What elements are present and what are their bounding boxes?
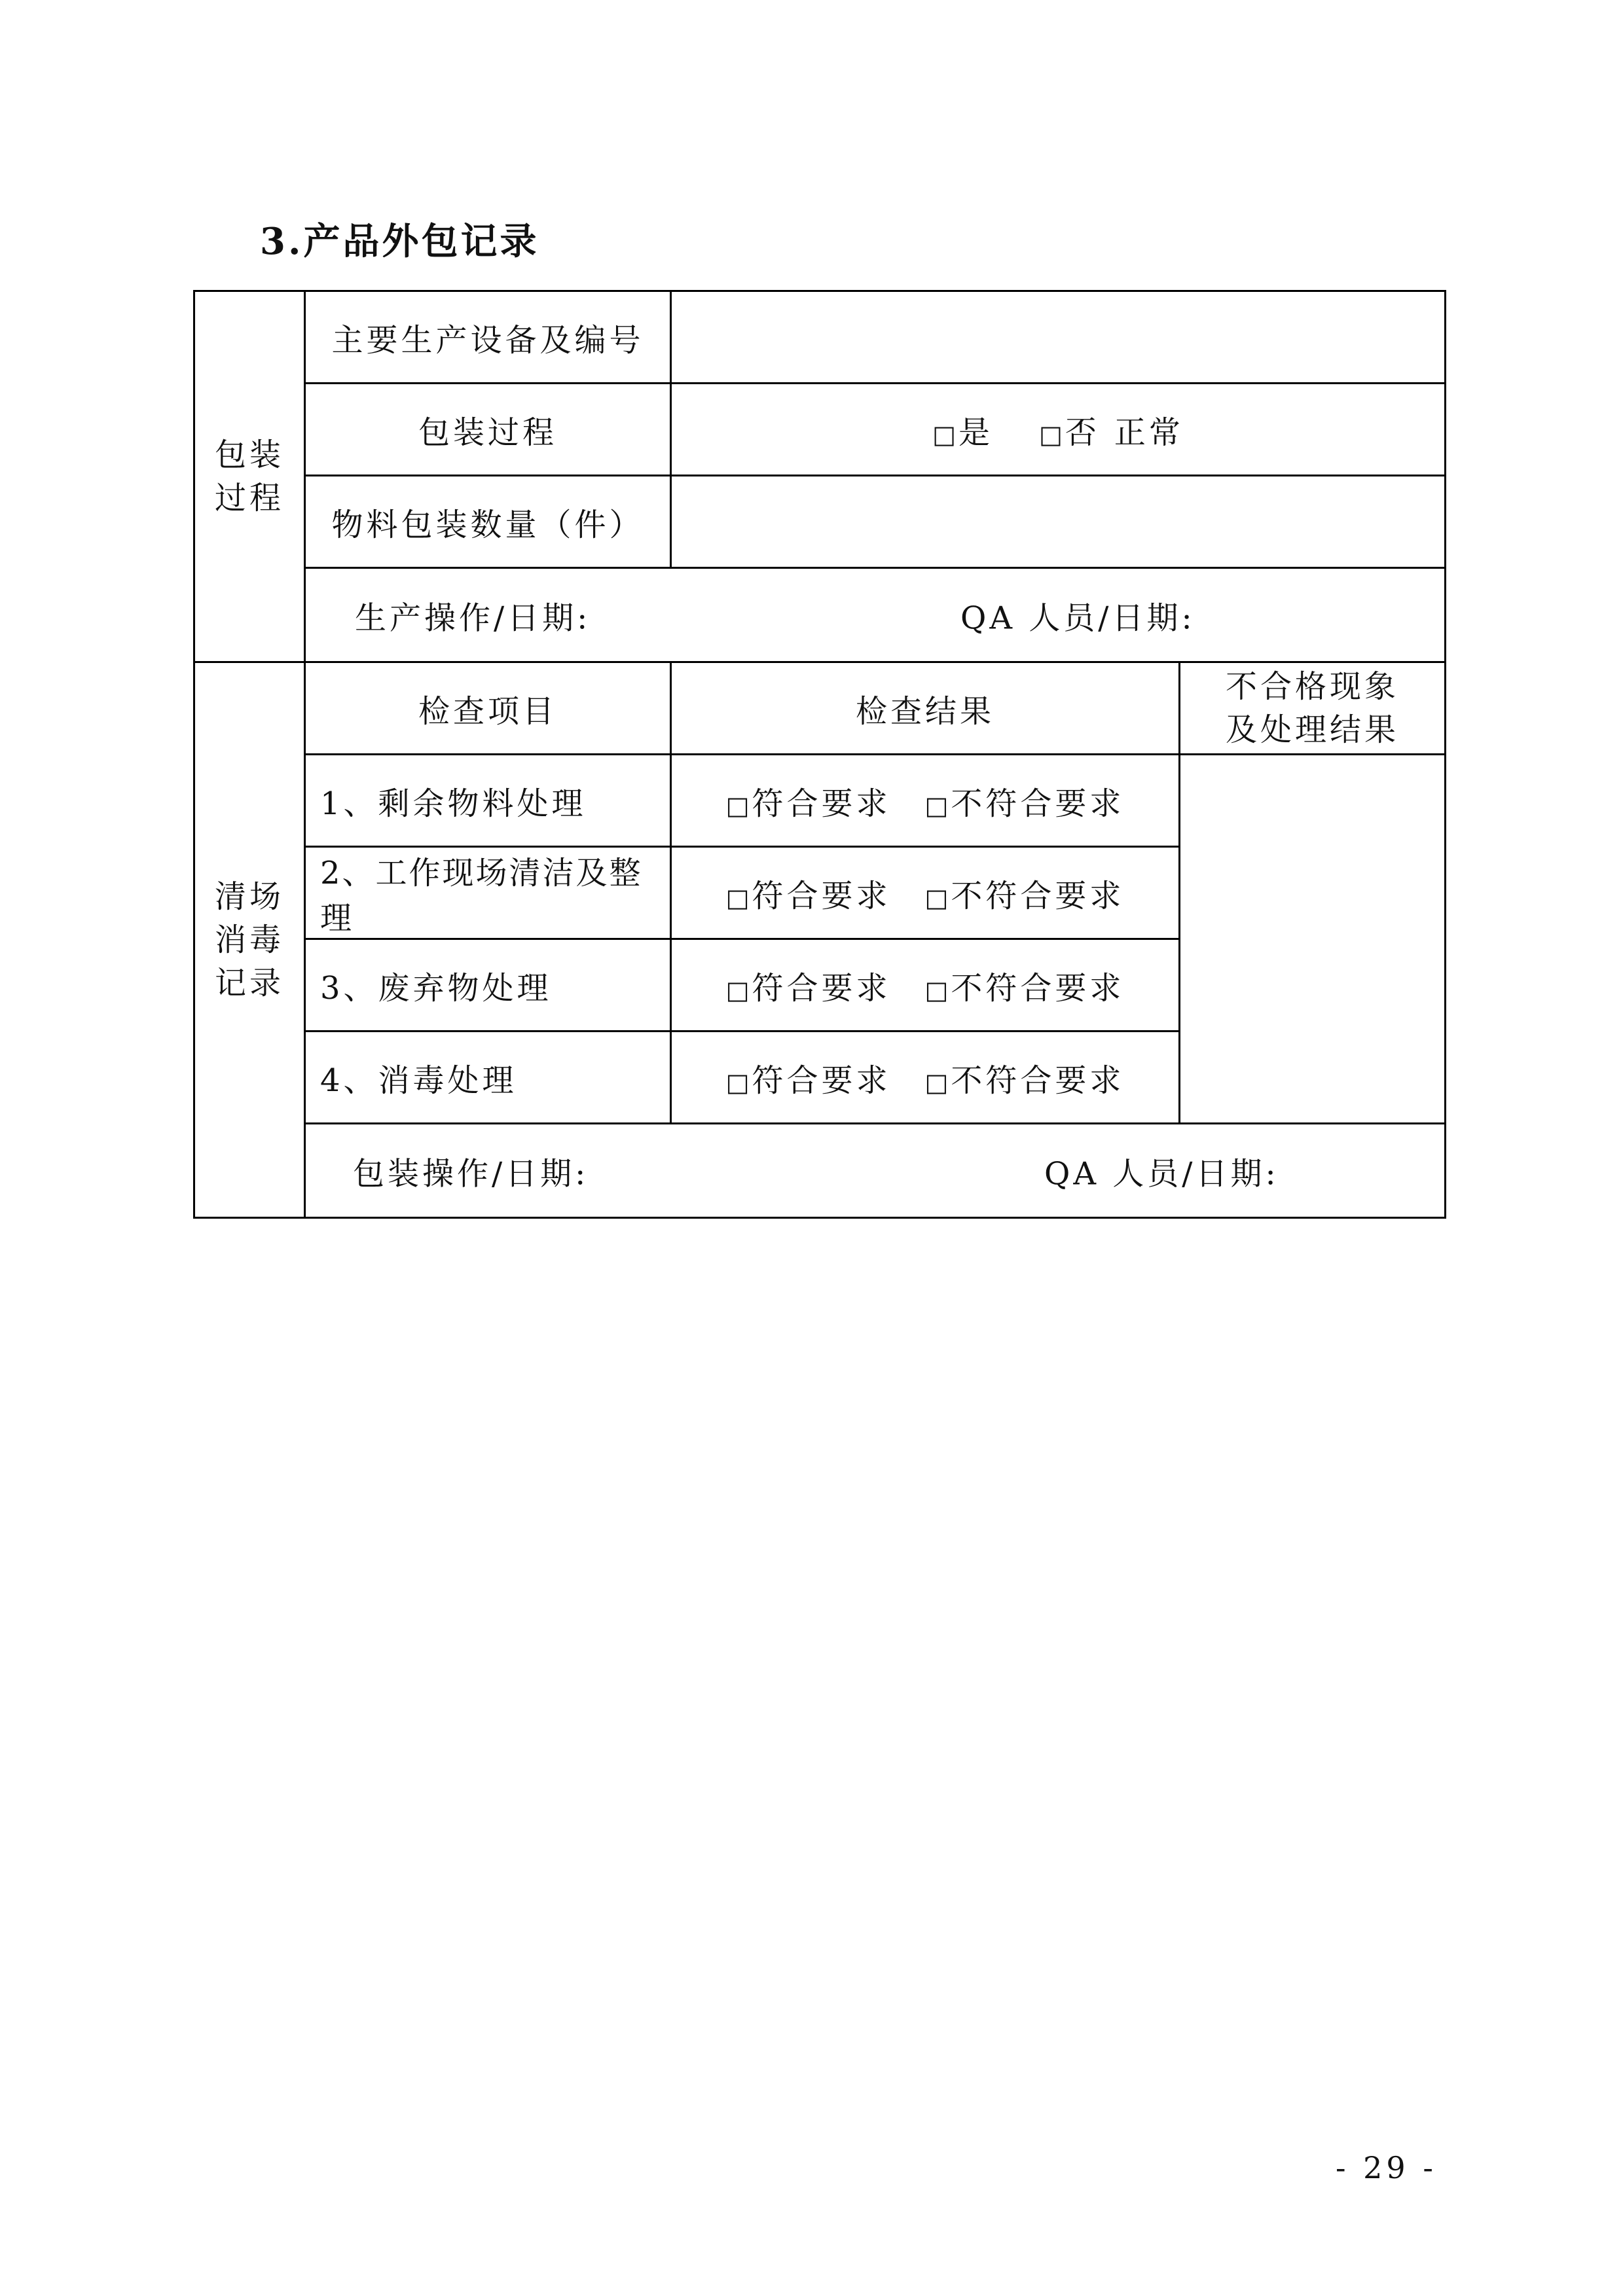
check-result-options — [671, 1031, 1180, 1124]
process-no-checkbox[interactable]: □否 — [1038, 414, 1100, 451]
conform-checkbox[interactable]: □符合要求 — [725, 877, 891, 914]
cleaning-signature-row — [305, 1124, 1446, 1218]
quantity-field[interactable] — [671, 476, 1446, 568]
page-number: - 29 - — [1336, 2150, 1437, 2185]
quantity-label: 物料包装数量（件） — [305, 476, 671, 568]
check-item-label: 4、消毒处理 — [305, 1031, 671, 1124]
qa-sign-label[interactable]: QA 人员/日期: — [960, 600, 1195, 636]
checkbox-icon: □ — [924, 1067, 949, 1097]
nonconform-checkbox[interactable]: □不符合要求 — [924, 785, 1125, 822]
process-label: 包装过程 — [305, 384, 671, 476]
conform-checkbox[interactable]: □符合要求 — [725, 969, 891, 1007]
production-operator-sign-label[interactable]: 生产操作/日期: — [355, 600, 591, 636]
checkbox-icon: □ — [725, 1067, 750, 1097]
conform-checkbox[interactable]: □符合要求 — [725, 785, 891, 822]
nonconformity-field[interactable] — [1180, 755, 1446, 1124]
header-check-result: 检查结果 — [671, 662, 1180, 755]
conform-checkbox[interactable]: □符合要求 — [725, 1062, 891, 1099]
header-check-item: 检查项目 — [305, 662, 671, 755]
checkbox-icon: □ — [924, 975, 949, 1005]
check-result-options — [671, 847, 1180, 939]
equipment-label: 主要生产设备及编号 — [305, 291, 671, 384]
checkbox-icon: □ — [924, 883, 949, 912]
checkbox-icon: □ — [932, 420, 956, 449]
check-item-label: 1、剩余物料处理 — [305, 755, 671, 847]
check-item-label: 2、工作现场清洁及整理 — [305, 847, 671, 939]
process-normal-label: 正常 — [1114, 414, 1184, 451]
nonconform-checkbox[interactable]: □不符合要求 — [924, 969, 1125, 1007]
check-item-label: 3、废弃物处理 — [305, 939, 671, 1031]
check-result-options — [671, 939, 1180, 1031]
packing-record-table — [193, 290, 1446, 1219]
packing-signature-row — [305, 568, 1446, 662]
packing-section-label: 包装 过程 — [194, 291, 305, 662]
qa-sign-label[interactable]: QA 人员/日期: — [1044, 1155, 1279, 1192]
checkbox-icon: □ — [1038, 420, 1063, 449]
process-yes-checkbox[interactable]: □是 — [932, 414, 993, 451]
packing-operator-sign-label[interactable]: 包装操作/日期: — [353, 1155, 589, 1192]
checkbox-icon: □ — [924, 791, 949, 820]
check-result-options — [671, 755, 1180, 847]
header-nonconformity: 不合格现象 及处理结果 — [1180, 662, 1446, 755]
nonconform-checkbox[interactable]: □不符合要求 — [924, 877, 1125, 914]
nonconform-checkbox[interactable]: □不符合要求 — [924, 1062, 1125, 1099]
process-options — [671, 384, 1446, 476]
checkbox-icon: □ — [725, 975, 750, 1005]
checkbox-icon: □ — [725, 883, 750, 912]
cleaning-section-label: 清场 消毒 记录 — [194, 662, 305, 1218]
page-title: 3.产品外包记录 — [260, 220, 539, 263]
equipment-field[interactable] — [671, 291, 1446, 384]
checkbox-icon: □ — [725, 791, 750, 820]
